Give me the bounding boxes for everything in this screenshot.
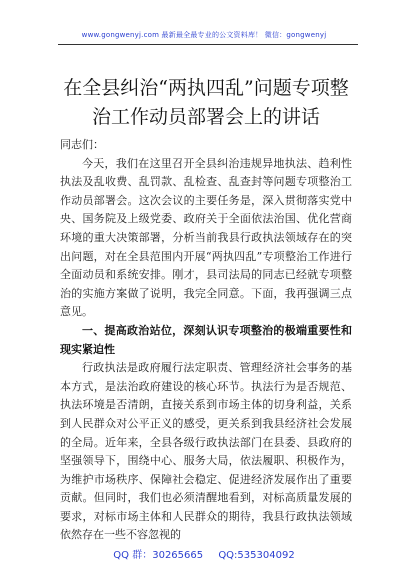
document-body — [60, 136, 352, 545]
footer — [0, 546, 408, 561]
salutation: 同志们： — [60, 138, 104, 151]
footer-qq: QQ:535304092 — [218, 550, 295, 561]
section-heading: 一、提高政治站位，深刻认识专项整治的极端重要性和现实紧迫性 — [60, 323, 352, 356]
footer-qq-group: QQ 群：30265665 — [113, 550, 204, 561]
paragraph: 今天，我们在这里召开全县纠治违规异地执法、趋利性执法及乱收费、乱罚款、乱检查、乱查封等问题专项整治工作动员部署会。这次会议的主要任务是，深入贯彻落实党中央、国务院及上级党委、政府关于全面依法治国、优化营商环境的重大决策部署，分析当前我县行政执法领域存在的突出问题，对在全县范围内开展“两执四乱”专项整治工作进行全面动员和系统安排。刚才，县司法局的同志已经就专项整治的实施方案做了说明，我完全同意。下面，我再强调三点意见。 — [60, 156, 352, 319]
site-header: www.gongwenyj.com 最新最全最专业的公文资料库！ 微信：gongwenyj — [81, 31, 327, 39]
paragraph: 行政执法是政府履行法定职责、管理经济社会事务的基本方式，是法治政府建设的核心环节。执法行为是否规范、执法环境是否清朗，直接关系到市场主体的切身利益，关系到人民群众对公平正义的感受，更关系到我县经济社会发展的全局。近年来，全县各级行政执法部门在县委、县政府的坚强领导下，围绕中心、服务大局，依法履职、积极作为，为维护市场秩序、保障社会稳定、促进经济发展作出了重要贡献。但同时，我们也必须清醒地看到，对标高质量发展的要求，对标市场主体和人民群众的期待，我县行政执法领域依然存在一些不容忽视的 — [60, 361, 352, 542]
document-title: 在全县纠治“两执四乱”问题专项整治工作动员部署会上的讲话 — [63, 77, 349, 128]
header-divider — [58, 44, 358, 45]
